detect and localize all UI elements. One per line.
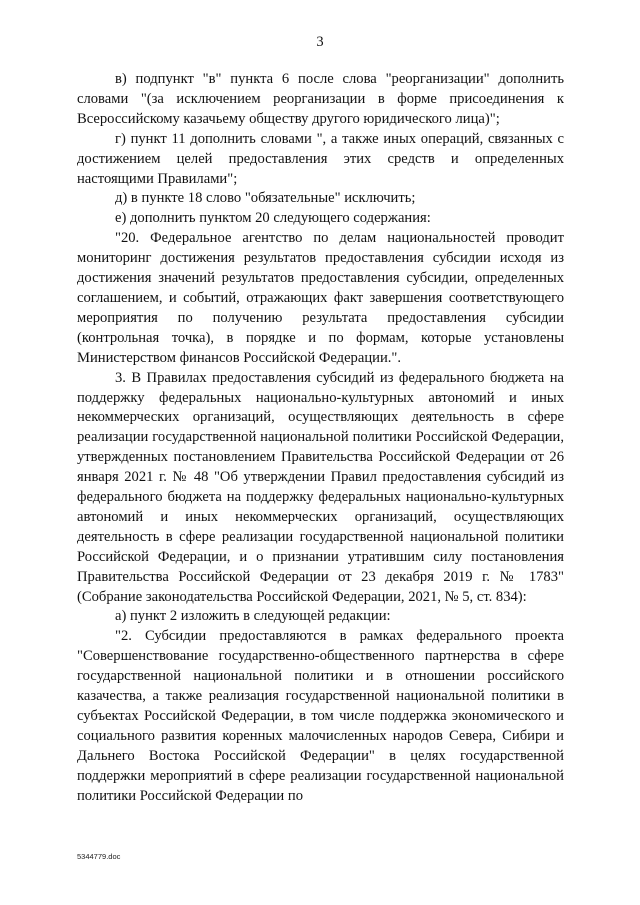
paragraph-point-20: "20. Федеральное агентство по делам национальностей проводит мониторинг достижения результатов предоставления субсидии исходя из достижения значений результатов предоставления субсидии, определенных соглашением, и событий, отражающих факт завершения соответствующего мероприятия по получению результата предоставления субсидии (контрольная точка), в порядке и по формам, которые установлены Министерством финансов Российской Федерации.". xyxy=(77,230,564,366)
page-number: 3 xyxy=(316,34,324,50)
paragraph-e: е) дополнить пунктом 20 следующего содержания: xyxy=(115,210,431,227)
file-code-footer: 5344779.doc xyxy=(77,852,121,861)
paragraph-d: д) в пункте 18 слово "обязательные" исключить; xyxy=(115,190,416,207)
paragraph-point-2: "2. Субсидии предоставляются в рамках федерального проекта "Совершенствование государственно-общественного партнерства в сфере государственной национальной политики и в отношении российского казачества, а также реализация государственной национальной политики в субъектах Российской Федерации, в том числе поддержка экономического и социального развития коренных малочисленных народов Севера, Сибири и Дальнего Востока Российской Федерации" в целях государственной поддержки мероприятий в сфере реализации государственной национальной политики Российской Федерации по xyxy=(77,628,564,804)
document-body xyxy=(77,70,564,807)
paragraph-section-3: 3. В Правилах предоставления субсидий из федерального бюджета на поддержку федеральных национально-культурных автономий и иных некоммерческих организаций, осуществляющих деятельность в сфере реализации государственной национальной политики Российской Федерации, утвержденных постановлением Правительства Российской Федерации от 26 января 2021 г. № 48 "Об утверждении Правил предоставления субсидий из федерального бюджета на поддержку федеральных национально-культурных автономий и иных некоммерческих организаций, осуществляющих деятельность в сфере реализации государственной национальной политики Российской Федерации, и о признании утратившим силу постановления Правительства Российской Федерации от 23 декабря 2019 г. № 1783" (Собрание законодательства Российской Федерации, 2021, № 5, ст. 834): xyxy=(77,369,564,605)
paragraph-v: в) подпункт "в" пункта 6 после слова "реорганизации" дополнить словами "(за исключением реорганизации в форме присоединения к Всероссийскому казачьему обществу другого юридического лица)"; xyxy=(77,71,564,127)
paragraph-g: г) пункт 11 дополнить словами ", а также иных операций, связанных с достижением целей предоставления этих средств и определенных настоящими Правилами"; xyxy=(77,130,564,187)
paragraph-a: а) пункт 2 изложить в следующей редакции: xyxy=(115,608,391,625)
